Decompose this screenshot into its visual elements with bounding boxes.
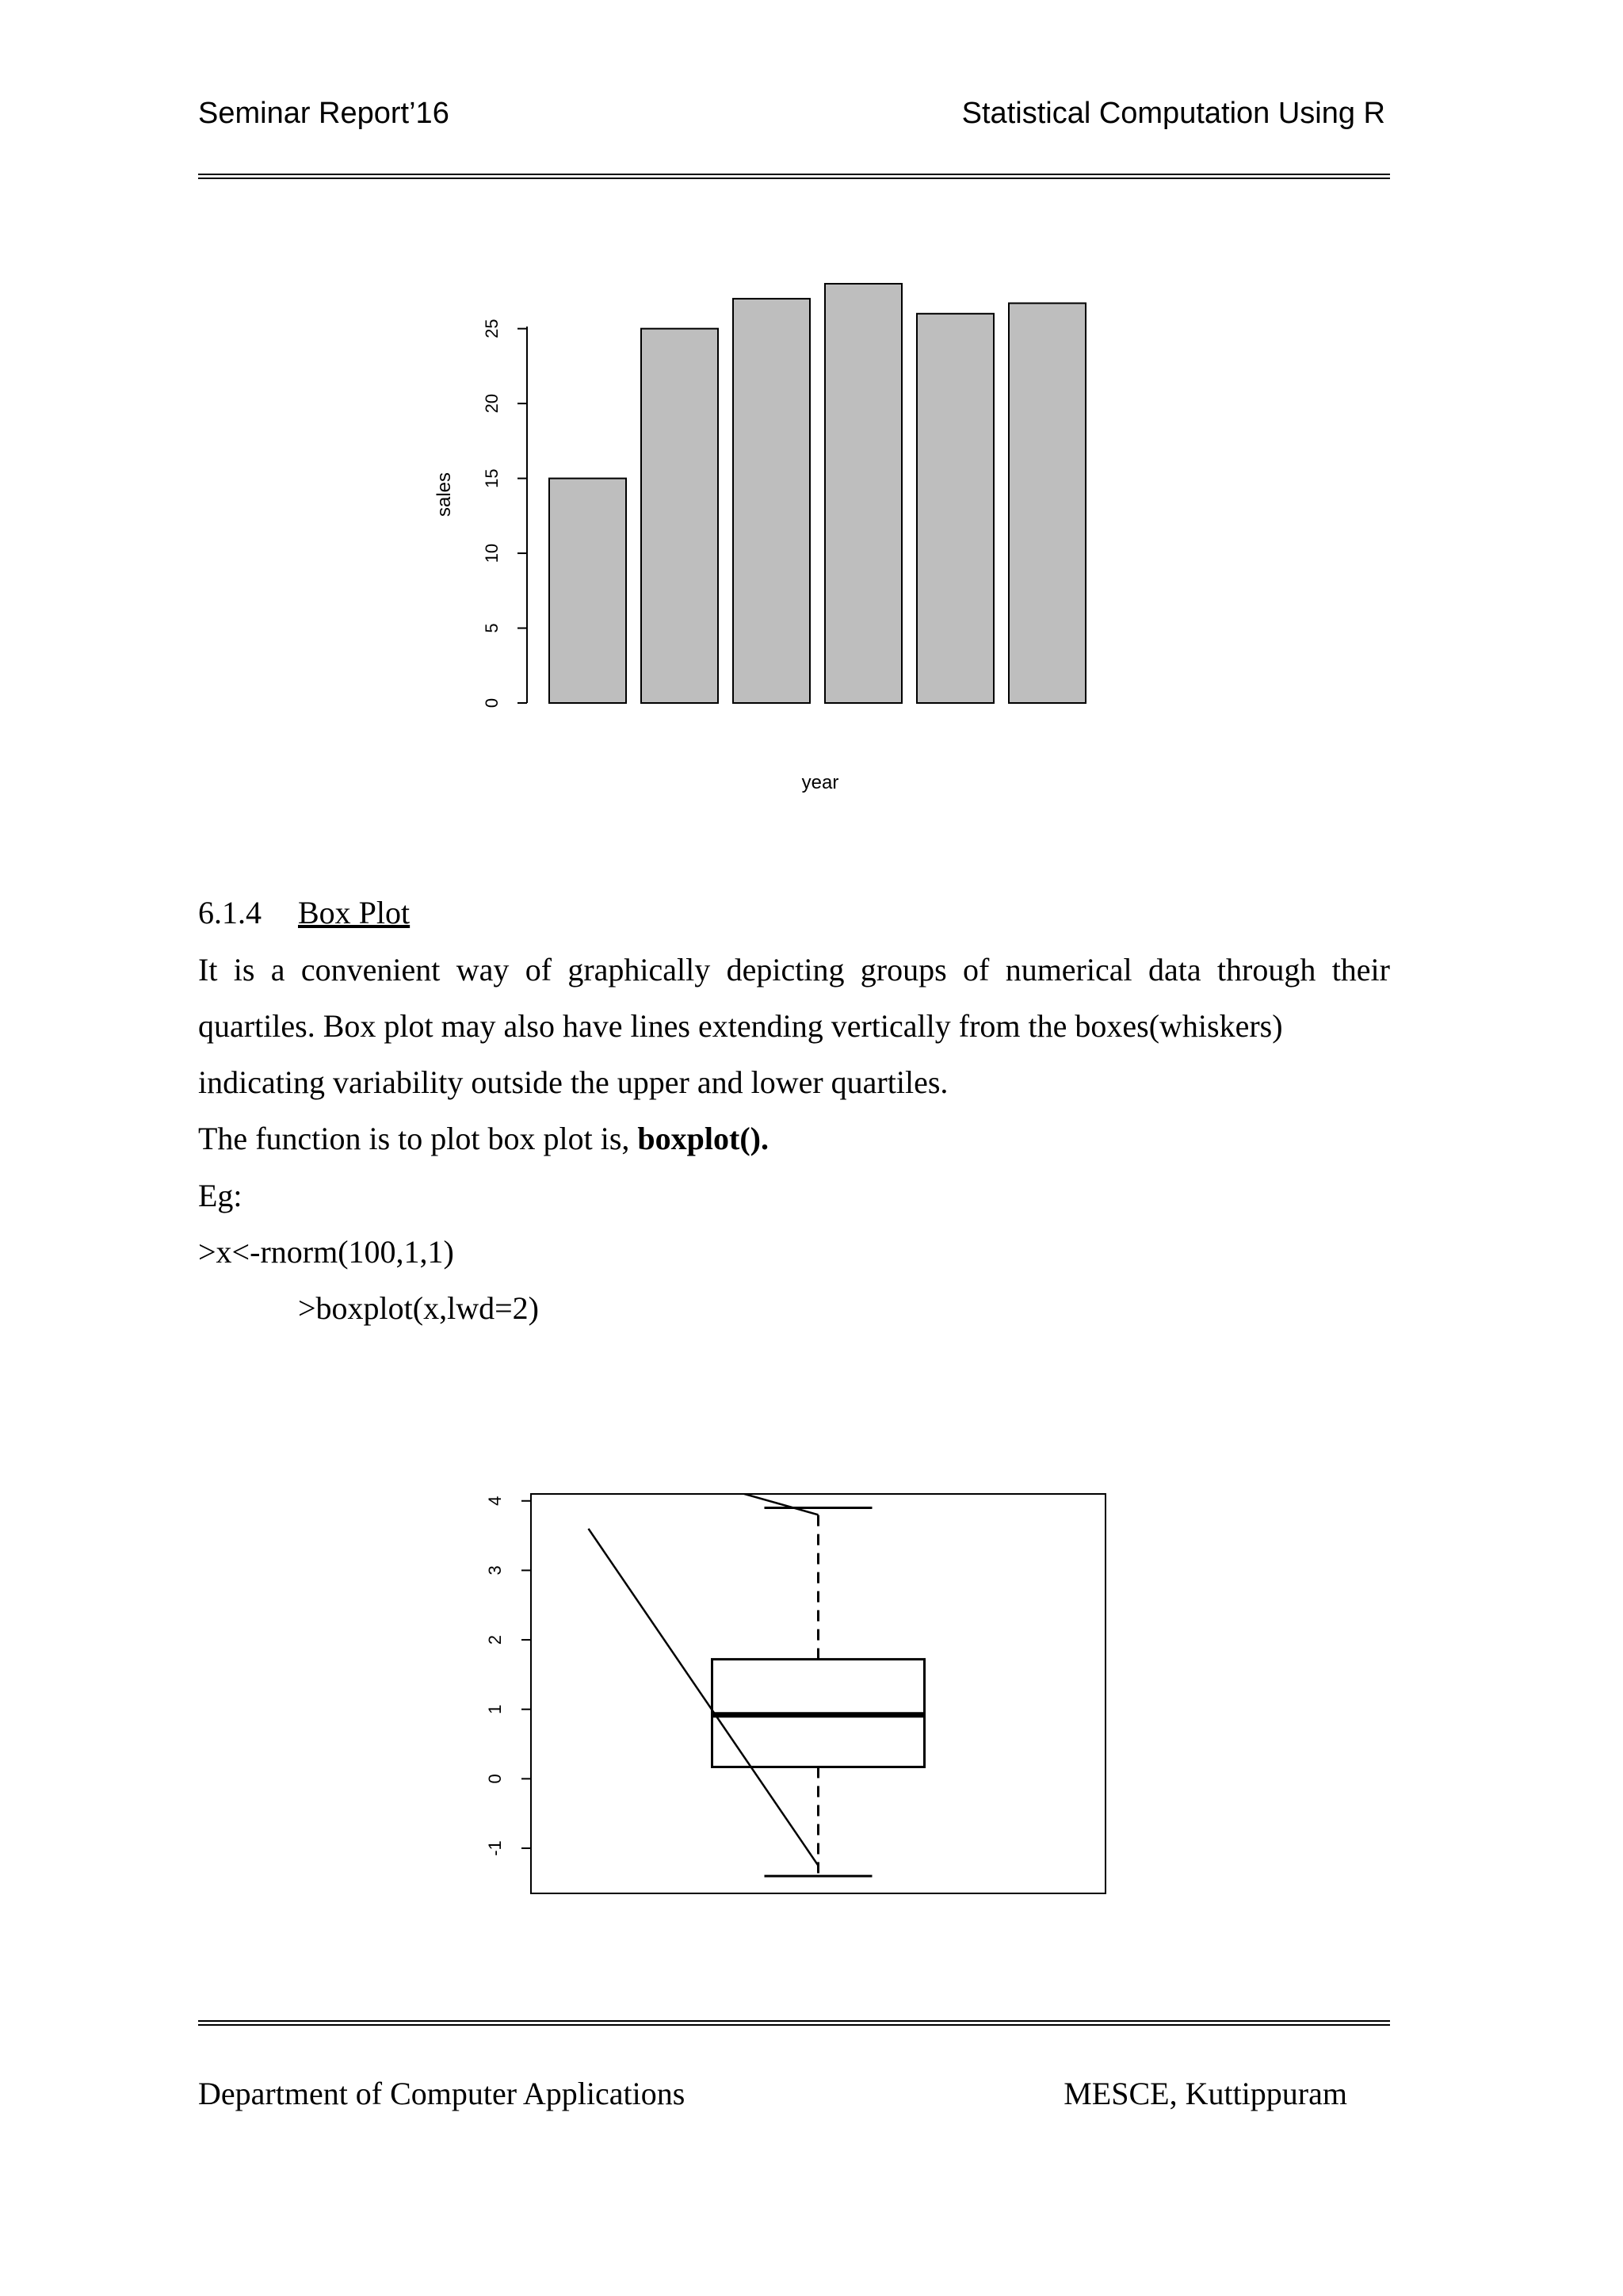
box-ytick-label: 1 (485, 1704, 505, 1714)
box-ytick-label: 4 (485, 1496, 505, 1506)
example-label: Eg: (198, 1178, 242, 1213)
code-line-2: >boxplot(x,lwd=2) (298, 1290, 539, 1326)
overlay-line-1 (589, 1529, 819, 1866)
box-ytick-label: 0 (485, 1774, 505, 1784)
section-number: 6.1.4 (198, 895, 262, 930)
bar-chart-xlabel: year (801, 772, 839, 793)
header-left-text: Seminar Report’16 (198, 97, 449, 130)
paragraph-line-2: quartiles. Box plot may also have lines extending vertically from the boxes(whiskers) (198, 1008, 1283, 1044)
paragraph-line-1: It is a convenient way of graphically depicting groups of numerical data through their (198, 952, 1390, 988)
bar-ytick-label: 20 (482, 393, 502, 414)
paragraph-line-3: indicating variability outside the upper and lower quartiles. (198, 1064, 949, 1100)
box-ytick-label: 2 (485, 1634, 505, 1645)
code-line-1: >x<-rnorm(100,1,1) (198, 1234, 454, 1270)
bar-ytick-label: 5 (482, 623, 502, 633)
footer-right-text: MESCE, Kuttippuram (1064, 2076, 1347, 2111)
section-title: Box Plot (298, 895, 411, 930)
footer-left-text: Department of Computer Applications (198, 2076, 685, 2111)
function-name: boxplot(). (637, 1121, 769, 1156)
bar-chart-ylabel: sales (433, 472, 455, 518)
bar-ytick-label: 15 (482, 468, 502, 488)
bar-ytick-label: 10 (482, 543, 502, 563)
footer-rule (198, 2020, 1390, 2026)
box-ytick-label: 3 (485, 1565, 505, 1576)
header-right-text: Statistical Computation Using R (961, 97, 1385, 130)
bar-ytick-label: 25 (482, 319, 502, 338)
box-ytick-label: -1 (485, 1840, 505, 1856)
function-prefix: The function is to plot box plot is, (198, 1121, 638, 1156)
bar-ytick-label: 0 (482, 697, 502, 709)
